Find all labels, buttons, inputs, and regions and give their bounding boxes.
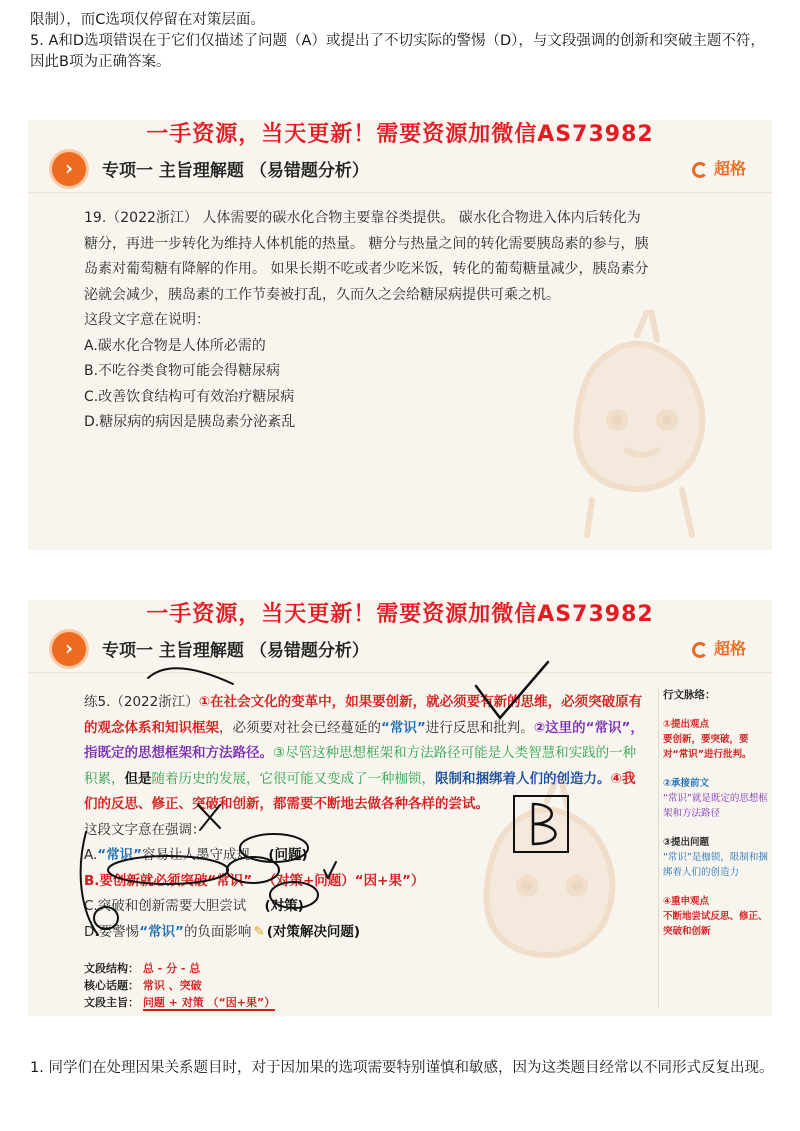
ex-option-b-note: （对策+问题）“因+果”） xyxy=(262,872,425,889)
main-idea-value: 问题 + 对策 （“因+果”） xyxy=(142,996,276,1009)
passage-s2: ②这里的“常识”，指既定的思想框架和方法路径。 xyxy=(84,719,644,761)
ex-option-a-text: 容易让人墨守成规 xyxy=(142,847,251,863)
ex-option-a-letter: A. xyxy=(84,847,98,863)
topic-label: 核心话题： xyxy=(84,979,139,992)
note-2 xyxy=(663,776,772,821)
brand-logo xyxy=(692,636,746,659)
note-3-heading: ③提出问题 xyxy=(663,837,710,848)
brand-g-icon xyxy=(692,162,708,178)
promo-banner: 一手资源，当天更新！需要资源加微信AS73982 xyxy=(146,602,654,627)
ex-option-d-highlight: “常识” xyxy=(139,923,184,940)
ex-option-a xyxy=(84,843,644,869)
slide-header xyxy=(28,622,772,673)
section-title: 专项一 主旨理解题 （易错题分析） xyxy=(102,641,369,661)
note-4 xyxy=(663,894,772,939)
main-idea-label: 文段主旨： xyxy=(84,996,139,1009)
slide-header xyxy=(28,142,772,193)
ex-option-c xyxy=(84,894,644,920)
exercise-prompt: 这段文字意在强调： xyxy=(84,821,206,838)
exercise-body xyxy=(84,690,644,945)
exercise-number: 练5.（2022浙江） xyxy=(84,694,199,710)
question-prompt: 这段文字意在说明： xyxy=(84,312,210,328)
slide-question-19 xyxy=(28,120,772,550)
ex-option-a-note: (问题) xyxy=(268,847,308,863)
note-1 xyxy=(663,717,772,762)
note-2-heading: ②承接前文 xyxy=(663,778,710,789)
passage-s1-key: 如果要创新，就必须要有新的思维，必须突破原有的观念体系和知识框架 xyxy=(84,694,643,736)
note-4-text: 不断地尝试反思、修正、突破和创新 xyxy=(663,911,768,937)
brand-name: 超格 xyxy=(713,159,746,178)
passage-s3c: 限制和捆绑着人们的创造力。 xyxy=(435,770,611,787)
promo-banner: 一手资源，当天更新！需要资源加微信AS73982 xyxy=(146,122,654,147)
passage-s1-lead: ①在社会文化的变革中， xyxy=(198,694,346,710)
ex-option-d-note: (对策解决问题) xyxy=(266,923,361,940)
top-explanation xyxy=(30,10,775,73)
structure-label: 文段结构： xyxy=(84,962,139,975)
note-4-heading: ④重申观点 xyxy=(663,896,710,907)
top-line-2: 5. A和D选项错误在于它们仅描述了问题（A）或提出了不切实际的警惕（D），与文段强调的创新和突破主题不符，因此B项为正确答案。 xyxy=(30,33,765,70)
chevron-right-icon: › xyxy=(52,152,86,186)
topic-row xyxy=(84,977,275,994)
note-3-text: “常识”是枷锁，限制和捆绑着人们的创造力 xyxy=(663,852,768,878)
note-2-text: “常识”就是既定的思想框架和方法路径 xyxy=(663,793,768,819)
passage-s3a: ③尽管这种思想框架和方法路径可能是人类智慧和实践的一种积累， xyxy=(84,745,637,787)
slide-exercise-5 xyxy=(28,600,772,1016)
ex-option-c-text: C.突破和创新需要大胆尝试 xyxy=(84,898,247,914)
notes-title: 行文脉络： xyxy=(663,689,716,701)
ex-option-b-text: B.要创新就必须突破“常识” xyxy=(84,872,253,889)
pencil-icon: ✎ xyxy=(253,923,265,940)
passage-structure xyxy=(84,960,275,1011)
option-b: B.不吃谷类食物可能会得糖尿病 xyxy=(84,363,281,379)
brand-name: 超格 xyxy=(713,639,746,658)
section-title: 专项一 主旨理解题 （易错题分析） xyxy=(102,161,369,181)
outline-notes xyxy=(658,688,772,1008)
structure-value: 总 - 分 - 总 xyxy=(142,962,201,975)
question-body xyxy=(84,206,654,436)
note-1-heading: ①提出观点 xyxy=(663,719,710,730)
main-idea-row xyxy=(84,994,275,1011)
question-text: 19.（2022浙江） 人体需要的碳水化合物主要靠谷类提供。 碳水化合物进入体内后转化为糖分，再进一步转化为维持人体机能的热量。 糖分与热量之间的转化需要胰岛素的参与，胰岛素对葡萄糖有降解的作用。 如果长期不吃或者少吃米饭，转化的葡萄糖量减少，胰岛素分泌就会减少，胰岛素的工作节奏被打乱，久而久之会给糖尿病提供可乘之机。 xyxy=(84,210,649,303)
exercise-passage xyxy=(84,690,644,818)
passage-s1-mid: ，必须要对社会已经蔓延的 xyxy=(219,719,381,736)
option-d: D.糖尿病的病因是胰岛素分泌紊乱 xyxy=(84,414,296,430)
bottom-explanation xyxy=(30,1058,775,1079)
passage-changshi: “常识” xyxy=(381,719,426,736)
passage-s3b: 随着历史的发展，它很可能又变成了一种枷锁， xyxy=(151,770,435,787)
topic-value: 常识 、突破 xyxy=(142,979,202,992)
ex-option-a-highlight: “常识” xyxy=(97,847,143,863)
option-c: C.改善饮食结构可有效治疗糖尿病 xyxy=(84,388,295,405)
note-1-text: 要创新，要突破，要对“常识”进行批判。 xyxy=(663,734,752,760)
ex-option-d-letter: D.要警惕 xyxy=(84,923,140,940)
ex-option-d-text: 的负面影响 xyxy=(183,923,252,940)
passage-s1-end: 进行反思和批判。 xyxy=(425,719,534,736)
structure-row xyxy=(84,960,275,977)
ex-option-b xyxy=(84,869,644,895)
top-line-1: 限制），而C选项仅停留在对策层面。 xyxy=(30,12,265,28)
brand-g-icon xyxy=(692,642,708,658)
ex-option-d xyxy=(84,920,644,946)
brand-logo xyxy=(692,156,746,179)
ex-option-c-note: (对策) xyxy=(264,898,304,914)
bottom-line-1: 1. 同学们在处理因果关系题目时，对于因加果的选项需要特别谨慎和敏感，因为这类题目经常以不同形式反复出现。 xyxy=(30,1060,774,1076)
passage-s4: ④我们的反思、修正、突破和创新，都需要不断地去做各种各样的尝试。 xyxy=(84,770,636,812)
passage-but: 但是 xyxy=(124,770,152,787)
note-3 xyxy=(663,835,772,880)
option-a: A.碳水化合物是人体所必需的 xyxy=(84,337,266,354)
chevron-right-icon: › xyxy=(52,632,86,666)
